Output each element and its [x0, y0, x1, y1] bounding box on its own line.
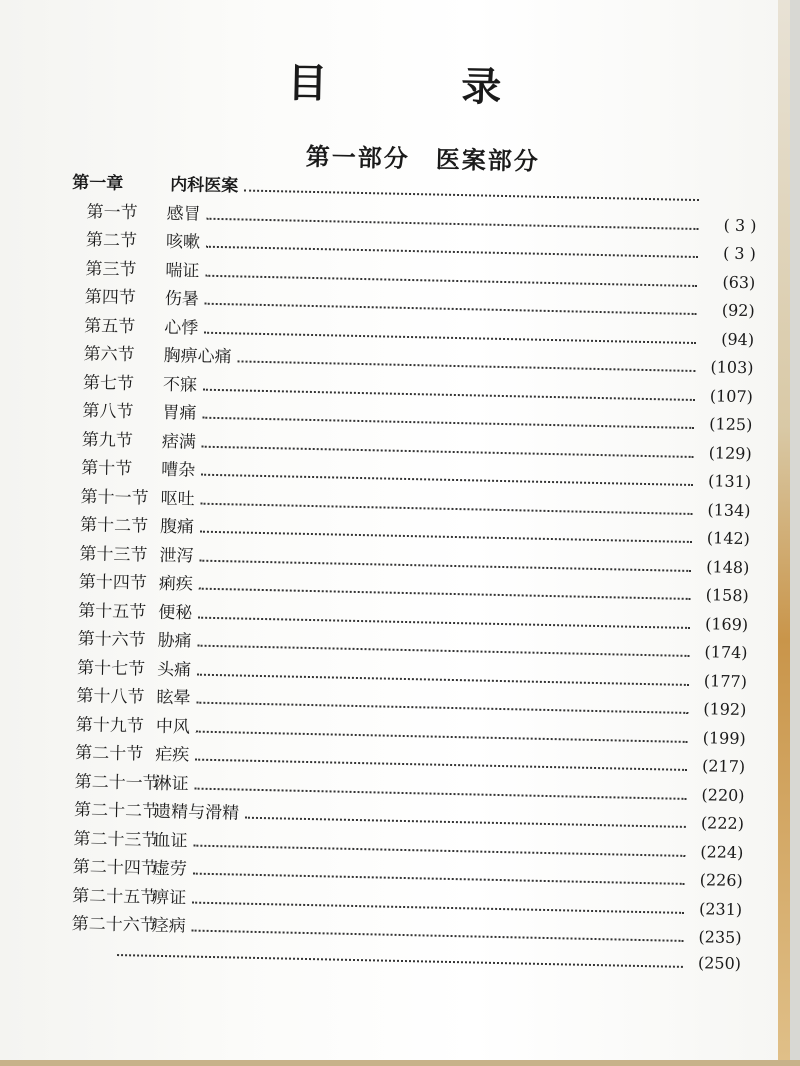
section-number: 第二十四节 — [72, 857, 159, 879]
section-name: 痹证 — [152, 887, 187, 908]
section-page: (220) — [701, 784, 745, 805]
section-page: (107) — [709, 385, 754, 406]
section-number: 第二十六节 — [71, 914, 157, 936]
section-name: 眩晕 — [156, 687, 191, 709]
section-name: 呕吐 — [160, 488, 195, 510]
section-name: 感冒 — [166, 203, 201, 225]
section-page: (129) — [708, 442, 752, 463]
book-bottom-edge — [0, 1060, 800, 1066]
section-number: 第十二节 — [79, 515, 149, 537]
section-name: 不寐 — [162, 374, 198, 396]
section-number: 第一节 — [86, 201, 138, 223]
section-name: 遗精与滑精 — [153, 801, 240, 824]
section-number: 第十节 — [81, 458, 133, 480]
section-name: 淋证 — [154, 773, 189, 794]
section-name: 血证 — [153, 830, 188, 851]
section-name: 腹痛 — [159, 516, 195, 538]
section-number: 第十五节 — [78, 600, 147, 623]
section-number: 第二十二节 — [73, 800, 160, 822]
section-name: 泄泻 — [159, 545, 194, 567]
section-page: (192) — [703, 699, 747, 720]
section-page: (174) — [704, 642, 748, 663]
section-page: (142) — [706, 528, 751, 549]
chapter-page — [705, 201, 757, 202]
section-number: 第十七节 — [76, 657, 146, 680]
section-page: (199) — [702, 727, 746, 748]
section-page: (158) — [705, 585, 749, 606]
section-list — [11, 196, 756, 952]
section-number: 第二十五节 — [72, 885, 158, 908]
section-page: (169) — [704, 613, 749, 634]
section-number: 第三节 — [85, 258, 137, 280]
section-name: 便秘 — [158, 602, 193, 624]
section-page: (235) — [698, 927, 742, 948]
section-number: 第五节 — [84, 315, 136, 337]
section-number: 第十三节 — [79, 543, 148, 566]
trailing-page: (250) — [697, 952, 742, 973]
section-page: (94) — [721, 329, 755, 349]
section-name: 胃痛 — [162, 402, 197, 424]
section-name: 胸痹心痛 — [163, 345, 232, 368]
section-name: 心悸 — [164, 317, 199, 339]
section-page: (92) — [721, 300, 755, 321]
section-number: 第七节 — [82, 372, 135, 394]
section-page: (231) — [698, 898, 743, 919]
section-page: (125) — [709, 414, 753, 435]
page-title: 目 录 — [286, 59, 562, 113]
section-number: 第十四节 — [78, 572, 148, 594]
section-page: ( 3 ) — [722, 243, 757, 264]
section-number: 第十一节 — [80, 486, 149, 509]
section-name: 胁痛 — [157, 630, 192, 652]
section-page: (134) — [707, 499, 751, 520]
section-name: 喘证 — [165, 260, 200, 282]
table-of-contents — [11, 50, 760, 981]
section-number: 第十六节 — [77, 629, 146, 651]
section-page: (131) — [707, 471, 752, 492]
book-edge — [778, 0, 790, 1066]
section-page: (177) — [703, 670, 748, 691]
section-name: 嘈杂 — [161, 459, 196, 481]
section-name: 疟疾 — [155, 744, 190, 766]
section-page: (222) — [700, 813, 745, 834]
section-name: 痞满 — [161, 431, 197, 453]
section-page: (63) — [722, 272, 756, 292]
section-page: (224) — [700, 841, 744, 862]
section-page: (226) — [699, 870, 743, 891]
section-name: 咳嗽 — [165, 231, 201, 253]
section-name: 伤暑 — [164, 288, 200, 310]
section-number: 第八节 — [82, 401, 134, 423]
section-number: 第二十一节 — [74, 771, 160, 794]
section-number: 第十九节 — [75, 714, 145, 737]
chapter-name: 内科医案 — [169, 174, 239, 197]
section-number: 第二十节 — [75, 743, 144, 765]
section-name: 虚劳 — [152, 858, 188, 880]
section-name: 头痛 — [156, 659, 192, 681]
section-number: 第十八节 — [76, 686, 145, 708]
section-page: (217) — [701, 756, 746, 777]
part-heading: 第一部分 医案部分 — [305, 141, 541, 176]
section-number: 第四节 — [84, 287, 137, 309]
section-number: 第六节 — [83, 344, 135, 366]
section-number: 第九节 — [81, 429, 134, 451]
section-page: (148) — [706, 556, 750, 577]
section-page: ( 3 ) — [723, 215, 757, 235]
section-number: 第二节 — [85, 230, 138, 252]
leader-dots — [244, 176, 699, 202]
section-name: 痉病 — [151, 915, 186, 937]
section-number: 第二十三节 — [73, 828, 159, 851]
section-name: 中风 — [155, 716, 191, 737]
section-page: (103) — [710, 357, 754, 378]
chapter-number: 第一章 — [72, 172, 124, 194]
section-name: 痢疾 — [158, 573, 194, 595]
